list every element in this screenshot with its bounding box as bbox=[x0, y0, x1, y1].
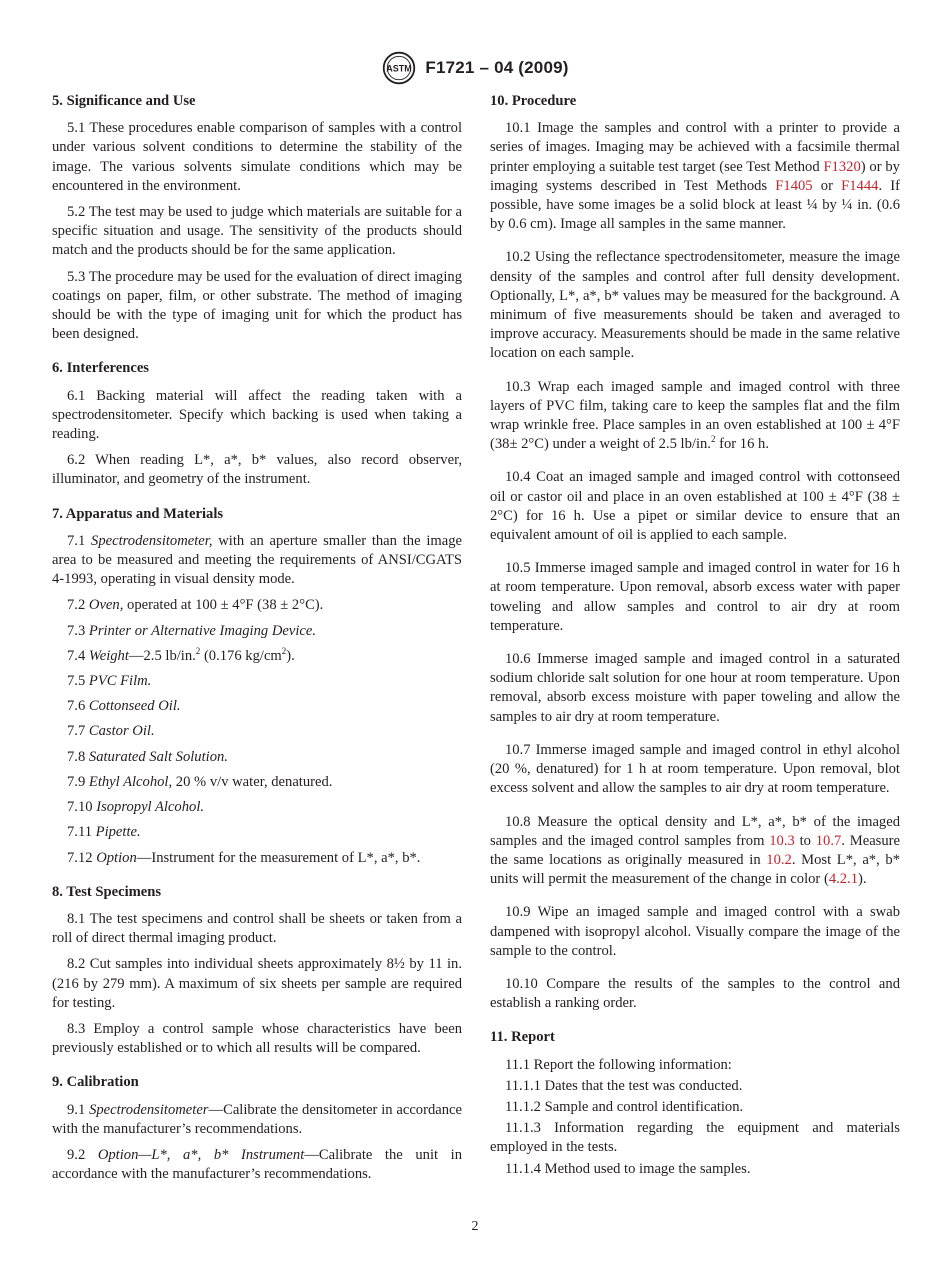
paragraph-8-3: 8.3 Employ a control sample whose characteristics have been previously established or to which all results will be compared. bbox=[52, 1020, 462, 1057]
reference-link-f1320[interactable]: F1320 bbox=[823, 158, 861, 175]
page-number: 2 bbox=[471, 1219, 479, 1234]
paragraph-8-2: 8.2 Cut samples into individual sheets approximately 8½ by 11 in. (216 by 279 mm). A maximum of six sheets per sample are required for testing. bbox=[52, 956, 462, 1011]
item-7-11: 7.11 Pipette. bbox=[67, 824, 141, 841]
paragraph-5-3: 5.3 The procedure may be used for the evaluation of direct imaging coatings on paper, film, or other substrate. The method of imaging should be with the type of imaging unit for which the product has been designed. bbox=[52, 268, 462, 343]
paragraph-5-2: 5.2 The test may be used to judge which materials are suitable for a specific situation and usage. The sensitivity of the products should match and the products should be for the same application. bbox=[52, 204, 462, 259]
item-11-1-1: 11.1.1 Dates that the test was conducted. bbox=[505, 1077, 743, 1094]
paragraph-10-10: 10.10 Compare the results of the samples to the control and establish a ranking order. bbox=[490, 975, 900, 1012]
paragraph-10-7: 10.7 Immerse imaged sample and imaged control in ethyl alcohol (20 %, denatured) for 1 h at room temperature. Upon removal, blot excess solvent and allow the samples to air dry at room temperature. bbox=[490, 741, 900, 797]
item-7-7: 7.7 Castor Oil. bbox=[67, 723, 155, 740]
page-header bbox=[0, 50, 950, 86]
paragraph-5-1: 5.1 These procedures enable comparison of samples with a control under various solvent conditions to determine the stability of the image. The various solvents simulate conditions which may be encountered in the environment. bbox=[52, 120, 462, 194]
right-column bbox=[490, 92, 900, 1181]
paragraph-10-3: 10.3 Wrap each imaged sample and imaged control with three layers of PVC film, taking care to keep the samples flat and the film wrap wrinkle free. Place samples in an oven established at 100 ± 4°F (38± 2°C) under a weight of 2.5 lb/in.$^2$ for 16 h. bbox=[490, 378, 900, 453]
item-7-8: 7.8 Saturated Salt Solution. bbox=[67, 748, 228, 765]
reference-link-f1444[interactable]: F1444 bbox=[841, 177, 879, 194]
item-7-3: 7.3 Printer or Alternative Imaging Device. bbox=[67, 622, 316, 639]
section-11-heading: 11. Report bbox=[490, 1029, 555, 1046]
paragraph-6-1: 6.1 Backing material will affect the reading taken with a spectrodensitometer. Specify which backing is used when taking a reading. bbox=[52, 387, 462, 443]
paragraph-9-2: 9.2 Option—L*, a*, b* Instrument—Calibrate the unit in accordance with the manufacturer’s recommendations. bbox=[52, 1146, 462, 1183]
paragraph-10-4: 10.4 Coat an imaged sample and imaged control with cottonseed oil or castor oil and place in an oven established at 100 ± 4°F (38 ± 2°C) for 16 h. Use a pipet or similar device to ensure that an equivalent amount of oil is applied to each sample. bbox=[490, 469, 900, 544]
paragraph-10-5: 10.5 Immerse imaged sample and imaged control in water for 16 h at room temperature. Upon removal, absorb excess water with paper toweling and allow samples and control to air dry at room temperature. bbox=[490, 560, 900, 634]
item-11-1-2: 11.1.2 Sample and control identification. bbox=[505, 1098, 744, 1115]
paragraph-10-6: 10.6 Immerse imaged sample and imaged control in a saturated sodium chloride salt solution for one hour at room temperature. Upon removal, absorb excess moisture with paper toweling and allow the samples to air dry at room temperature. bbox=[490, 651, 900, 725]
item-7-1: 7.1 Spectrodensitometer, with an aperture smaller than the image area to be measured and meeting the requirements of ANSI/CGATS 4-1993, operating in visual density mode. bbox=[52, 532, 462, 588]
section-10-heading: 10. Procedure bbox=[490, 93, 577, 109]
paragraph-8-1: 8.1 The test specimens and control shall be sheets or taken from a roll of direct thermal imaging product. bbox=[52, 910, 462, 947]
astm-logo bbox=[381, 50, 417, 86]
section-7-heading: 7. Apparatus and Materials bbox=[52, 505, 224, 522]
reference-link-10-2[interactable]: 10.2 bbox=[766, 851, 792, 868]
paragraph-10-9: 10.9 Wipe an imaged sample and imaged control with a swab dampened with isopropyl alcohol. Visually compare the image of the sample to the control. bbox=[490, 904, 900, 959]
logo-text: ASTM bbox=[386, 63, 413, 74]
item-7-6: 7.6 Cottonseed Oil. bbox=[67, 698, 181, 715]
item-7-10: 7.10 Isopropyl Alcohol. bbox=[67, 799, 205, 816]
reference-link-10-7[interactable]: 10.7 bbox=[815, 832, 842, 849]
item-7-9: 7.9 Ethyl Alcohol, 20 % v/v water, denatured. bbox=[67, 773, 333, 790]
item-11-1-3: 11.1.3 Information regarding the equipment and materials employed in the tests. bbox=[490, 1120, 900, 1156]
item-11-1-4: 11.1.4 Method used to image the samples. bbox=[505, 1160, 751, 1177]
paragraph-10-2: 10.2 Using the reflectance spectrodensitometer, measure the image density of the samples and control after full density development. Optionally, L*, a*, b* values may be measured for the background. A minimum of five measurements should be taken and averaged to improve accuracy. Measurements should be made in the same relative location on each sample. bbox=[490, 249, 900, 362]
section-5-heading: 5. Significance and Use bbox=[52, 93, 196, 109]
section-9-heading: 9. Calibration bbox=[52, 1074, 139, 1091]
item-7-5: 7.5 PVC Film. bbox=[67, 673, 152, 690]
item-11-1: 11.1 Report the following information: bbox=[505, 1056, 732, 1073]
paragraph-10-1: 10.1 Image the samples and control with a printer to provide a series of images. Imaging may be achieved with a facsimile thermal printer employing a suitable test target (see Test Method F1320) or by imaging systems described in Test Methods F1405 or F1444. If possible, have some images be a solid block at least ¼ by ¼ in. (0.6 by 0.6 cm). Image all samples in the same manner. bbox=[490, 120, 900, 233]
standard-designation: F1721 – 04 (2009) bbox=[425, 58, 569, 77]
reference-link-4-2-1[interactable]: 4.2.1 bbox=[828, 871, 858, 888]
paragraph-9-1: 9.1 Spectrodensitometer—Calibrate the densitometer in accordance with the manufacturer’s recommendations. bbox=[52, 1101, 462, 1137]
paragraph-6-2: 6.2 When reading L*, a*, b* values, also record observer, illuminator, and geometry of the instrument. bbox=[52, 452, 462, 488]
item-7-2: 7.2 Oven, operated at 100 ± 4°F (38 ± 2°C). bbox=[67, 597, 324, 614]
reference-link-f1405[interactable]: F1405 bbox=[775, 177, 813, 194]
reference-link-10-3[interactable]: 10.3 bbox=[769, 832, 795, 849]
section-6-heading: 6. Interferences bbox=[52, 360, 149, 377]
item-7-4: 7.4 Weight—2.5 lb/in.$^2$ (0.176 $kg/cm^2$). bbox=[67, 646, 295, 664]
left-column bbox=[52, 92, 462, 1191]
item-7-12: 7.12 Option—Instrument for the measurement of L*, a*, b*. bbox=[67, 849, 421, 866]
section-8-heading: 8. Test Specimens bbox=[52, 883, 162, 900]
paragraph-10-8: 10.8 Measure the optical density and L*, a*, b* of the imaged samples and the imaged control samples from 10.3 to 10.7. Measure the same locations as originally measured in 10.2. Most L*, a*, b* units will permit the measurement of the change in color (4.2.1). bbox=[490, 813, 900, 888]
